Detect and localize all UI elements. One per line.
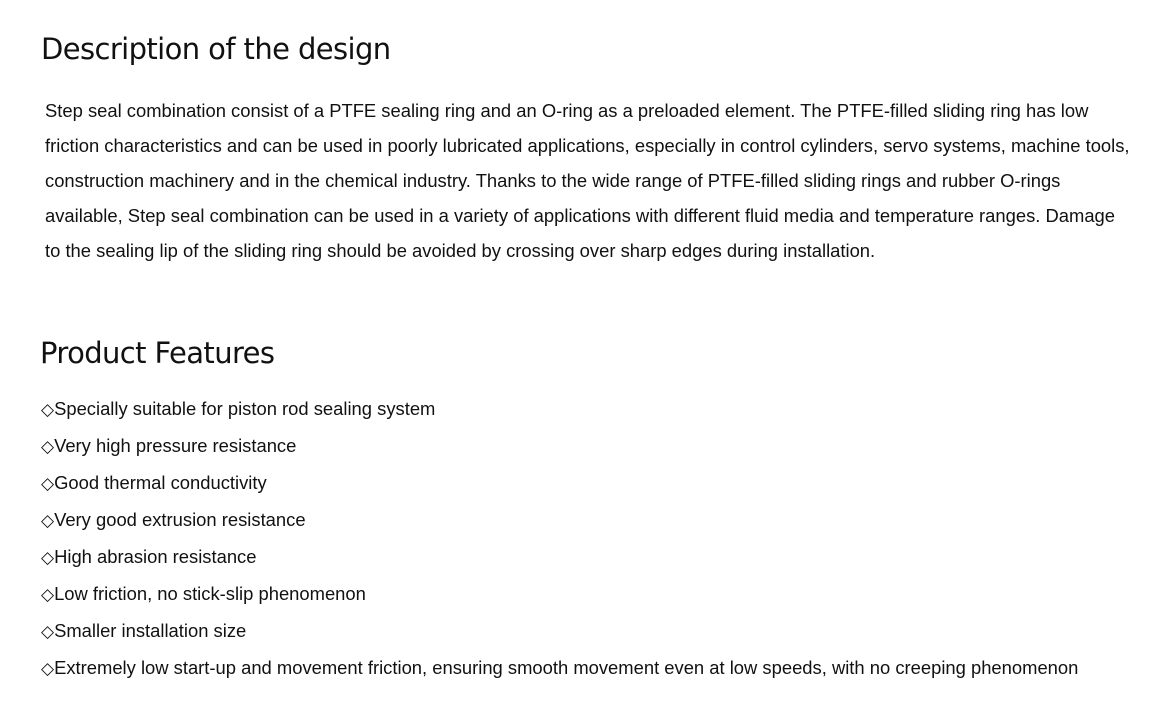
feature-item: [41, 613, 1081, 650]
feature-item: [41, 539, 1081, 576]
feature-text: Low friction, no stick-slip phenomenon: [54, 583, 366, 604]
feature-item: [41, 465, 1081, 502]
feature-text: Very high pressure resistance: [54, 435, 297, 456]
feature-item: [41, 391, 1081, 428]
feature-list: [41, 391, 1081, 687]
feature-text: Extremely low start-up and movement friction, ensuring smooth movement even at low speeds, with no creeping phenomenon: [54, 657, 1079, 678]
description-paragraph: Step seal combination consist of a PTFE sealing ring and an O-ring as a preloaded element. The PTFE-filled sliding ring has low friction characteristics and can be used in poorly lubricated applications, especially in control cylinders, servo systems, machine tools, construction machinery and in the chemical industry. Thanks to the wide range of PTFE-filled sliding rings and rubber O-rings available, Step seal combination can be used in a variety of applications with different fluid media and temperature ranges. Damage to the sealing lip of the sliding ring should be avoided by crossing over sharp edges during installation.: [45, 100, 1130, 261]
diamond-bullet-icon: ◇: [41, 437, 55, 457]
diamond-bullet-icon: ◇: [41, 659, 55, 679]
description-title: Description of the design: [41, 32, 391, 66]
feature-text: Very good extrusion resistance: [54, 509, 306, 530]
feature-item: [41, 502, 1081, 539]
product-features-title: Product Features: [40, 336, 275, 370]
diamond-bullet-icon: ◇: [41, 474, 55, 494]
feature-item: [41, 650, 1081, 687]
diamond-bullet-icon: ◇: [41, 585, 55, 605]
feature-text: Smaller installation size: [54, 620, 247, 641]
feature-text: Good thermal conductivity: [54, 472, 267, 493]
feature-item: [41, 428, 1081, 465]
diamond-bullet-icon: ◇: [41, 622, 55, 642]
feature-text: High abrasion resistance: [54, 546, 257, 567]
diamond-bullet-icon: ◇: [41, 511, 55, 531]
feature-text: Specially suitable for piston rod sealing system: [54, 398, 436, 419]
feature-item: [41, 576, 1081, 613]
diamond-bullet-icon: ◇: [41, 548, 55, 568]
diamond-bullet-icon: ◇: [41, 400, 55, 420]
